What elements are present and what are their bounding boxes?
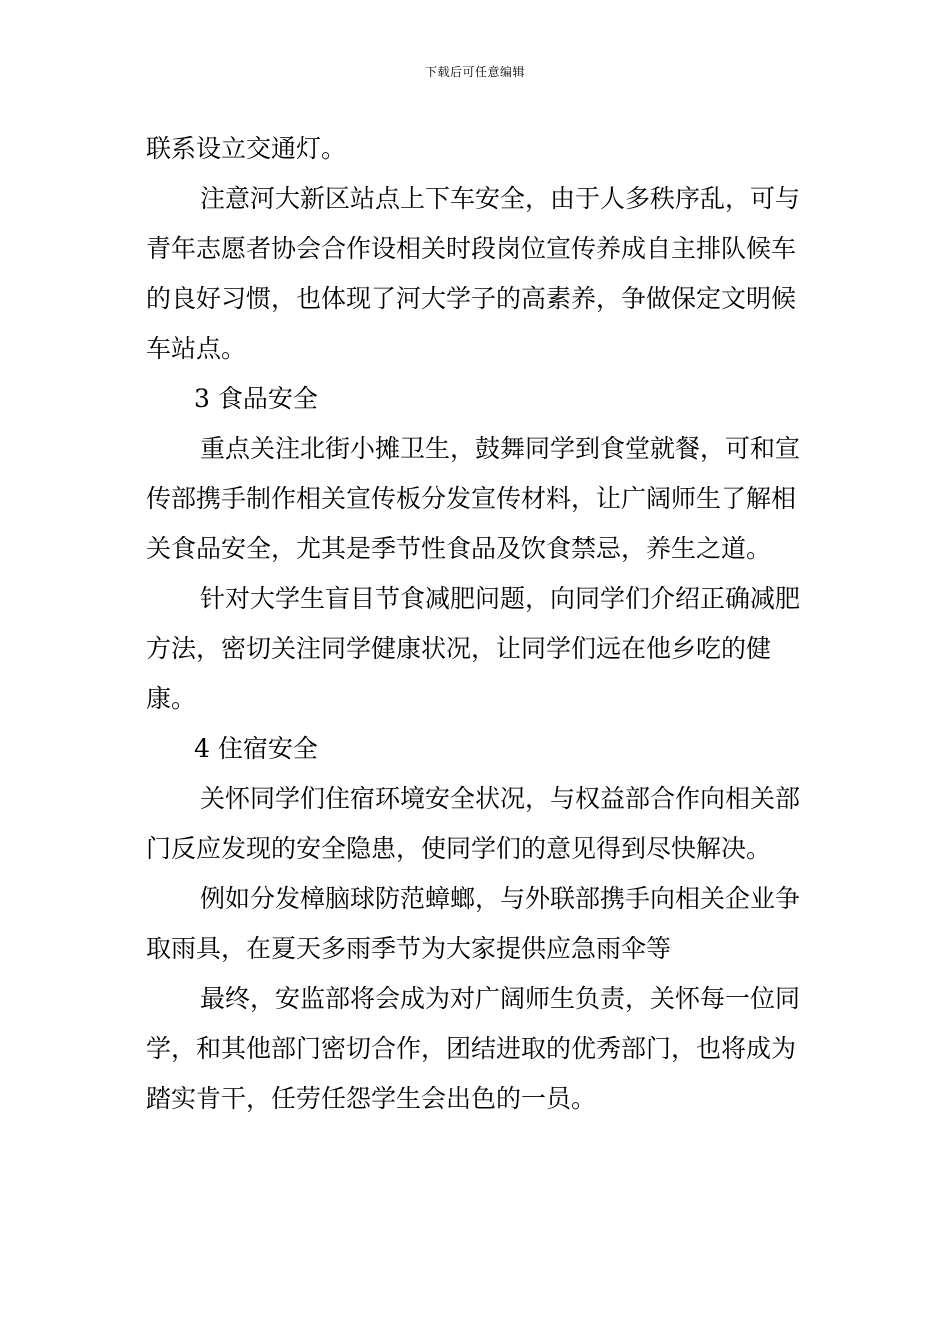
paragraph-bus-safety: 注意河大新区站点上下车安全，由于人多秩序乱，可与青年志愿者协会合作设相关时段岗位宣传养成自主排队候车的良好习惯，也体现了河大学子的高素养，争做保定文明候车站点。 [146,184,801,363]
document-body [146,124,806,1124]
paragraph-dieting: 针对大学生盲目节食减肥问题，向同学们介绍正确减肥方法，密切关注同学健康状况，让同学们远在他乡吃的健康。 [146,584,801,713]
paragraph-food-stalls: 重点关注北街小摊卫生，鼓舞同学到食堂就餐，可和宣传部携手制作相关宣传板分发宣传材料，让广阔师生了解相关食品安全，尤其是季节性食品及饮食禁忌，养生之道。 [146,434,801,563]
page-header: 下载后可任意编辑 [424,65,525,79]
section-heading-housing-safety: 4 住宿安全 [194,734,318,763]
paragraph-dorm-safety: 关怀同学们住宿环境安全状况，与权益部合作向相关部门反应发现的安全隐患，使同学们的意见得到尽快解决。 [146,784,801,863]
section-heading-food-safety: 3 食品安全 [194,384,318,413]
paragraph-continuation: 联系设立交通灯。 [146,134,347,163]
paragraph-conclusion: 最终，安监部将会成为对广阔师生负责，关怀每一位同学，和其他部门密切合作，团结进取的优秀部门，也将成为踏实肯干，任劳任怨学生会出色的一员。 [146,984,801,1113]
paragraph-examples: 例如分发樟脑球防范蟑螂，与外联部携手向相关企业争取雨具，在夏天多雨季节为大家提供应急雨伞等 [146,884,801,963]
